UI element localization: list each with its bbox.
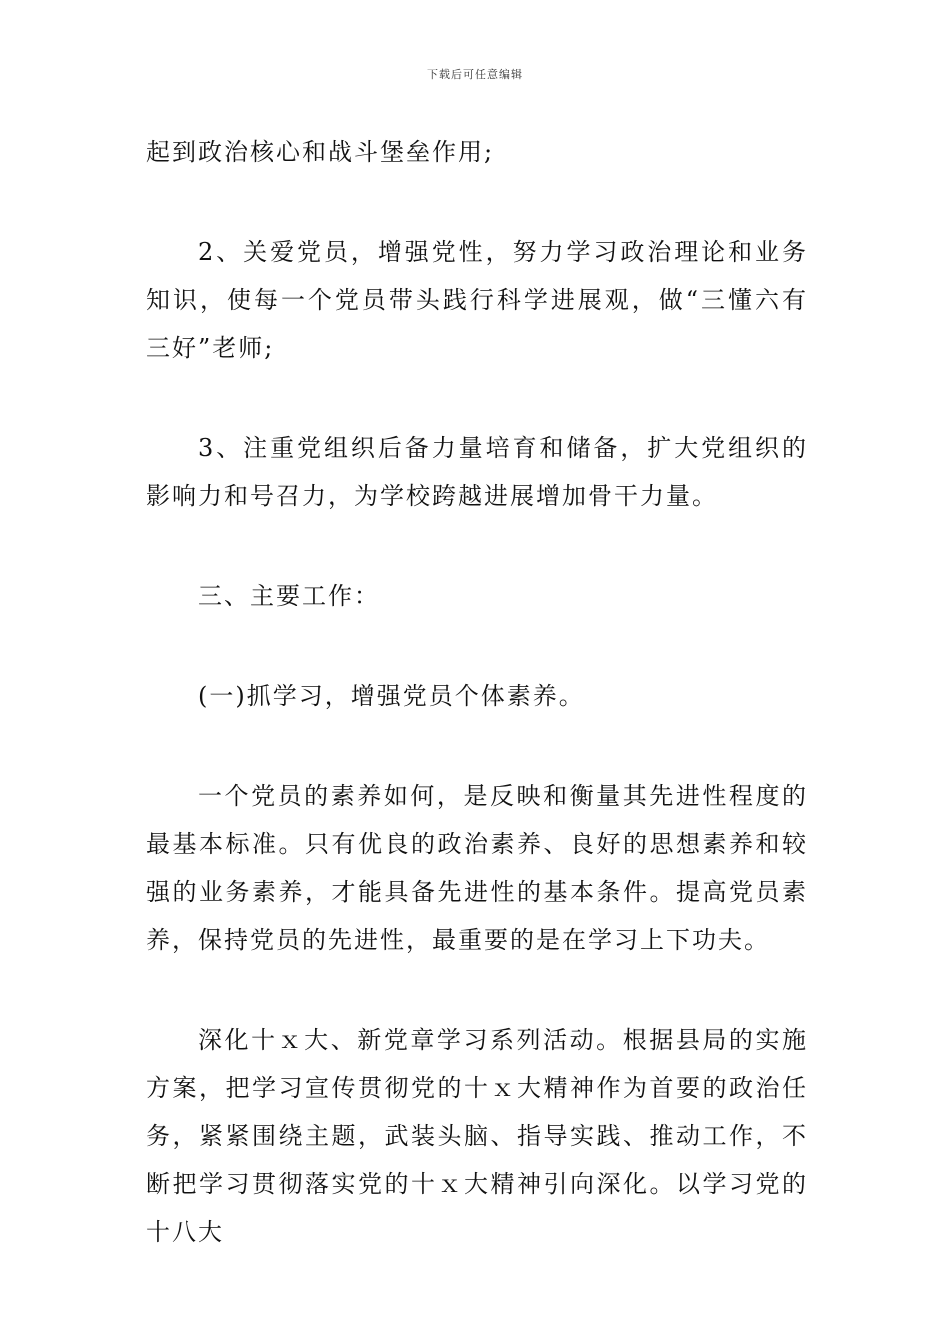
section-heading: 三、主要工作： [198, 582, 380, 610]
paragraph-2: 2、关爱党员，增强党性，努力学习政治理论和业务知识，使每一个党员带头践行科学进展观，做“三懂六有三好”老师; [146, 238, 808, 362]
paragraph-1: 起到政治核心和战斗堡垒作用; [146, 138, 495, 166]
paragraph-3: 3、注重党组织后备力量培育和储备，扩大党组织的影响力和号召力，为学校跨越进展增加骨干力量。 [146, 434, 808, 510]
subsection-heading: (一)抓学习，增强党员个体素养。 [198, 682, 585, 710]
document-body [146, 128, 808, 1256]
paragraph-7: 深化十ｘ大、新党章学习系列活动。根据县局的实施方案，把学习宣传贯彻党的十ｘ大精神作为首要的政治任务，紧紧围绕主题，武装头脑、指导实践、推动工作，不断把学习贯彻落实党的十ｘ大精神引向深化。以学习党的十八大 [146, 1026, 808, 1246]
paragraph-6: 一个党员的素养如何，是反映和衡量其先进性程度的最基本标准。只有优良的政治素养、良好的思想素养和较强的业务素养，才能具备先进性的基本条件。提高党员素养，保持党员的先进性，最重要的是在学习上下功夫。 [146, 782, 808, 954]
page-header: 下载后可任意编辑 [427, 68, 523, 81]
